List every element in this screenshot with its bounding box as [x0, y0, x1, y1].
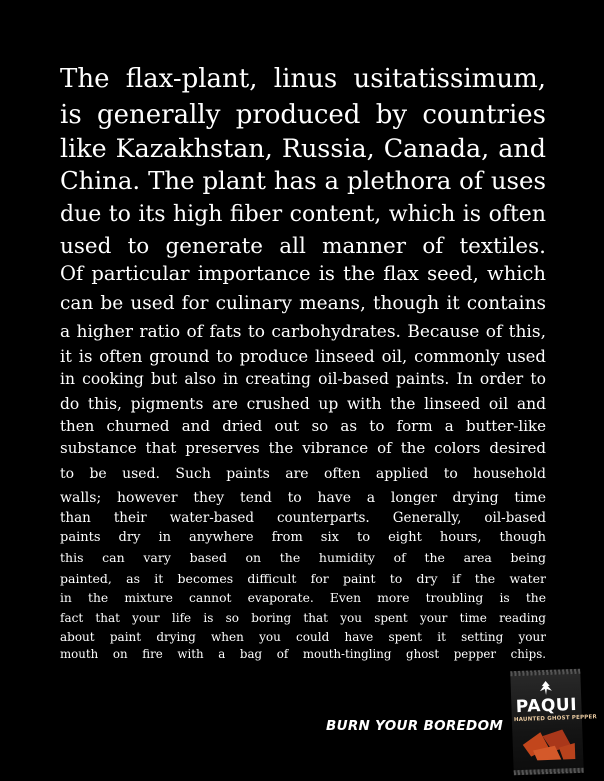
body-line: walls; however they tend to have a longer drying time — [60, 490, 546, 506]
chip-bag — [510, 669, 597, 775]
body-line: can be used for culinary means, though it contains — [60, 293, 546, 314]
body-line: to be used. Such paints are often applied to household — [60, 466, 546, 482]
body-line: Of particular importance is the flax seed, which — [60, 262, 546, 285]
body-line: in the mixture cannot evaporate. Even more troubling is the — [60, 591, 546, 605]
body-line: this can vary based on the humidity of the area being — [60, 550, 546, 565]
bag-flavor: HAUNTED GHOST PEPPER — [513, 714, 597, 724]
body-line: than their water-based counterparts. Generally, oil-based — [60, 510, 546, 526]
body-line: mouth on fire with a bag of mouth-tingling ghost pepper chips. — [60, 647, 546, 661]
body-line: paints dry in anywhere from six to eight hours, though — [60, 530, 546, 545]
bag-crimp-top — [510, 669, 580, 676]
body-line: due to its high fiber content, which is often — [60, 202, 546, 227]
flame-icon — [536, 680, 557, 697]
chips-icon — [518, 725, 577, 763]
body-line: substance that preserves the vibrance of the colors desired — [60, 439, 546, 457]
body-line: used to generate all manner of textiles. — [60, 234, 546, 259]
bag-brand: PAQUI — [515, 694, 578, 718]
body-line: a higher ratio of fats to carbohydrates. Because of this, — [60, 322, 546, 342]
bag-crimp-bottom — [514, 768, 584, 775]
body-line: about paint drying when you could have spent it setting your — [60, 630, 546, 644]
body-line: do this, pigments are crushed up with the linseed oil and — [60, 395, 546, 413]
body-line: painted, as it becomes difficult for paint to dry if the water — [60, 571, 546, 586]
body-line: fact that your life is so boring that you spent your time reading — [60, 611, 546, 625]
body-line: then churned and dried out so as to form a butter-like — [60, 417, 546, 435]
body-line: it is often ground to produce linseed oil, commonly used — [60, 347, 546, 366]
tagline: BURN YOUR BOREDOM — [326, 718, 504, 734]
body-line: China. The plant has a plethora of uses — [60, 166, 546, 195]
body-line: in cooking but also in creating oil-based paints. In order to — [60, 370, 546, 388]
body-line: is generally produced by countries — [60, 100, 546, 130]
body-line: The flax-plant, linus usitatissimum, — [60, 64, 546, 94]
body-line: like Kazakhstan, Russia, Canada, and — [60, 133, 546, 163]
